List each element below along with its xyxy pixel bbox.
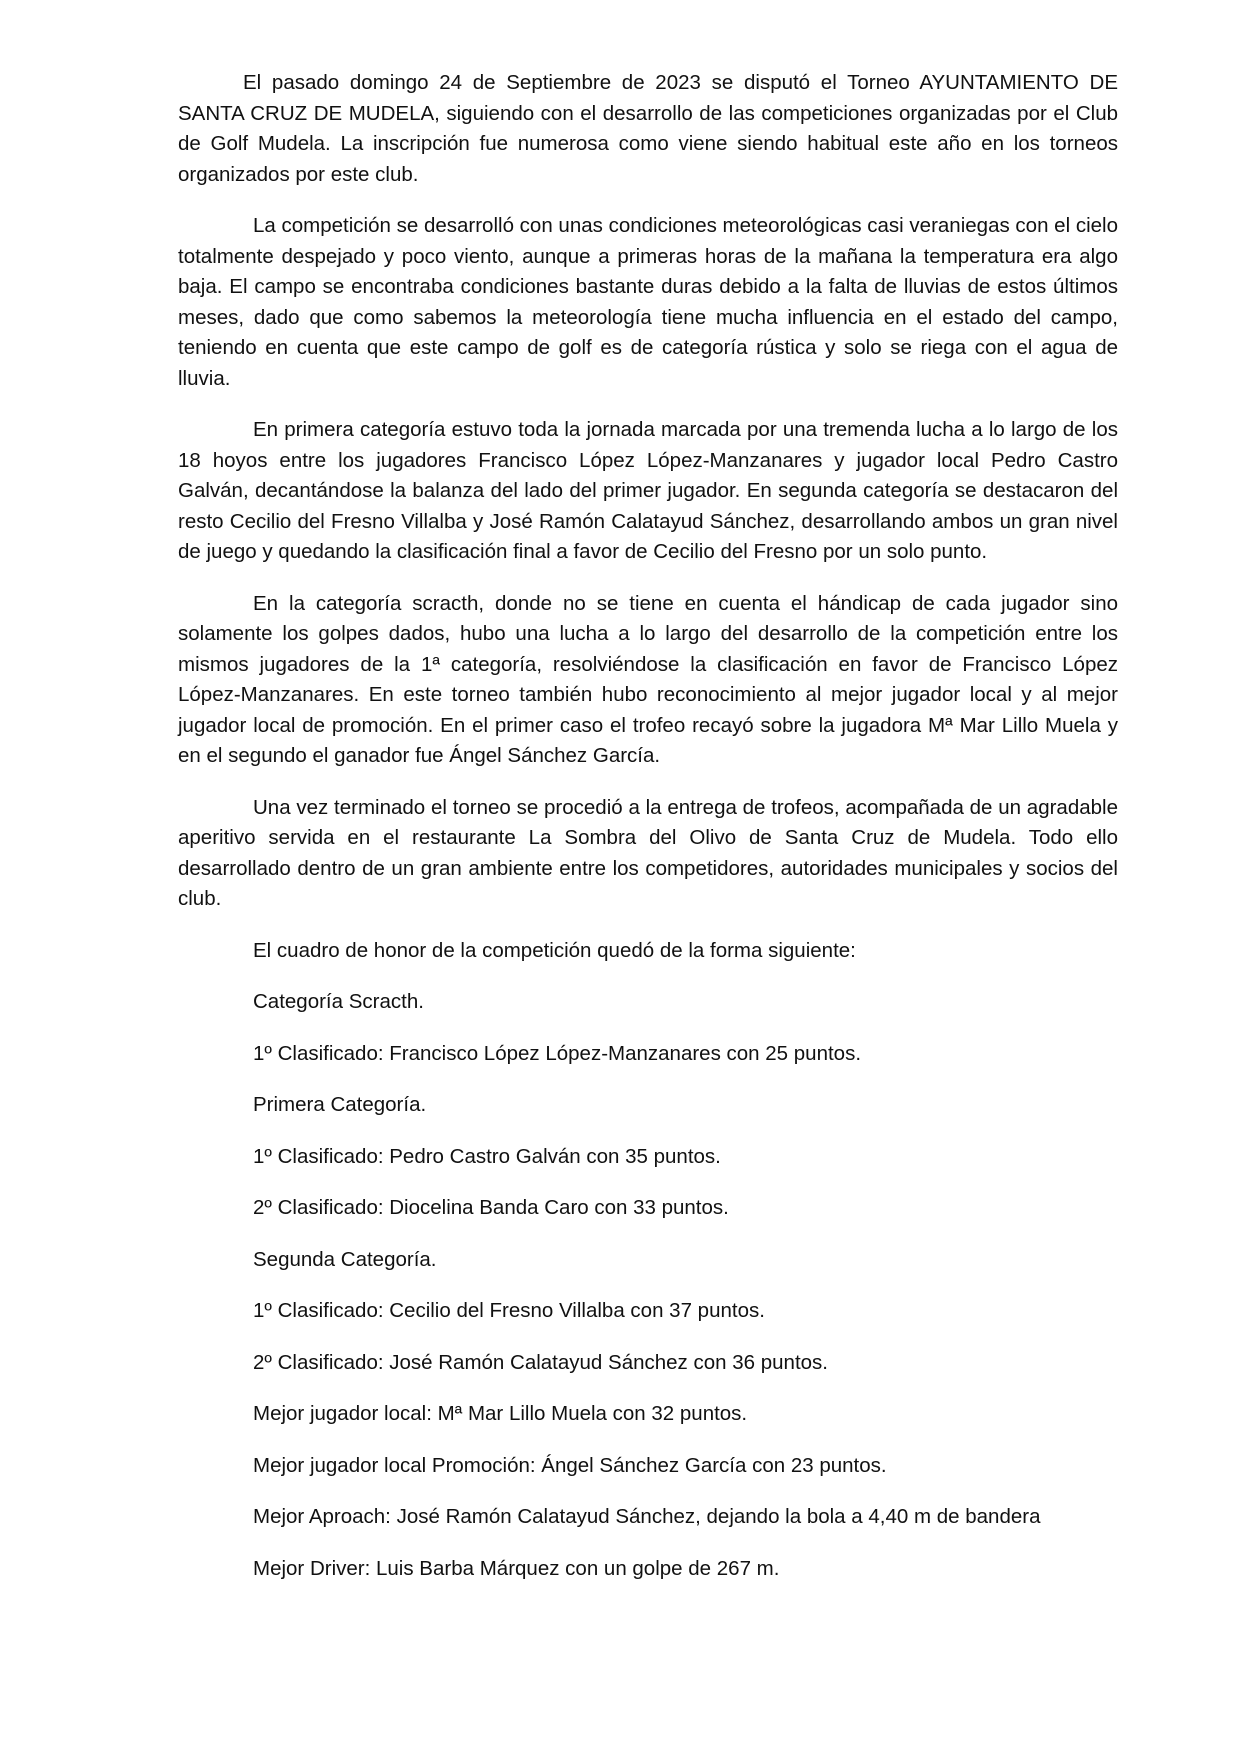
document-page [178, 68, 1118, 1605]
best-local-player: Mejor jugador local: Mª Mar Lillo Muela con 32 puntos. [253, 1402, 748, 1425]
segunda-heading: Segunda Categoría. [253, 1247, 437, 1271]
best-local-promotion: Mejor jugador local Promoción: Ángel Sánchez García con 23 puntos. [253, 1453, 887, 1477]
best-driver: Mejor Driver: Luis Barba Márquez con un golpe de 267 m. [253, 1556, 780, 1580]
primera-first-place: 1º Clasificado: Pedro Castro Galván con 35 puntos. [253, 1144, 721, 1168]
paragraph-weather: La competición se desarrolló con unas condiciones meteorológicas casi veraniegas con el cielo totalmente despejado y poco viento, aunque a primeras horas de la mañana la temperatura era algo baja. El campo se encontraba condiciones bastante duras debido a la falta de lluvias de estos últimos meses, dado que como sabemos la meteorología tiene mucha influencia en el estado del campo, teniendo en cuenta que este campo de golf es de categoría rústica y solo se riega con el agua de lluvia. [178, 214, 1118, 390]
scratch-heading: Categoría Scracth. [253, 990, 424, 1013]
paragraph-first-category: En primera categoría estuvo toda la jornada marcada por una tremenda lucha a lo largo de los 18 hoyos entre los jugadores Francisco López López-Manzanares y jugador local Pedro Castro Galván, decantándose la balanza del lado del primer jugador. En segunda categoría se destacaron del resto Cecilio del Fresno Villalba y José Ramón Calatayud Sánchez, desarrollando ambos un gran nivel de juego y quedando la clasificación final a favor de Cecilio del Fresno por un solo punto. [178, 418, 1118, 563]
scratch-first-place: 1º Clasificado: Francisco López López-Manzanares con 25 puntos. [253, 1041, 862, 1065]
primera-heading: Primera Categoría. [253, 1093, 427, 1116]
segunda-second-place: 2º Clasificado: José Ramón Calatayud Sánchez con 36 puntos. [253, 1350, 828, 1374]
paragraph-scratch-category: En la categoría scracth, donde no se tiene en cuenta el hándicap de cada jugador sino solamente los golpes dados, hubo una lucha a lo largo del desarrollo de la competición entre los mismos jugadores de la 1ª categoría, resolviéndose la clasificación en favor de Francisco López López-Manzanares. En este torneo también hubo reconocimiento al mejor jugador local y al mejor jugador local de promoción. En el primer caso el trofeo recayó sobre la jugadora Mª Mar Lillo Muela y en el segundo el ganador fue Ángel Sánchez García. [178, 591, 1118, 767]
paragraph-intro: El pasado domingo 24 de Septiembre de 2023 se disputó el Torneo AYUNTAMIENTO DE SANTA CRUZ DE MUDELA, siguiendo con el desarrollo de las competiciones organizadas por el Club de Golf Mudela. La inscripción fue numerosa como viene siendo habitual este año en los torneos organizados por este club. [178, 71, 1118, 186]
best-approach: Mejor Aproach: José Ramón Calatayud Sánchez, dejando la bola a 4,40 m de bandera [253, 1505, 1041, 1528]
paragraph-trophies: Una vez terminado el torneo se procedió a la entrega de trofeos, acompañada de un agradable aperitivo servida en el restaurante La Sombra del Olivo de Santa Cruz de Mudela. Todo ello desarrollado dentro de un gran ambiente entre los competidores, autoridades municipales y socios del club. [178, 795, 1118, 910]
primera-second-place: 2º Clasificado: Diocelina Banda Caro con 33 puntos. [253, 1196, 729, 1219]
segunda-first-place: 1º Clasificado: Cecilio del Fresno Villalba con 37 puntos. [253, 1299, 765, 1322]
results-intro: El cuadro de honor de la competición quedó de la forma siguiente: [253, 938, 856, 962]
